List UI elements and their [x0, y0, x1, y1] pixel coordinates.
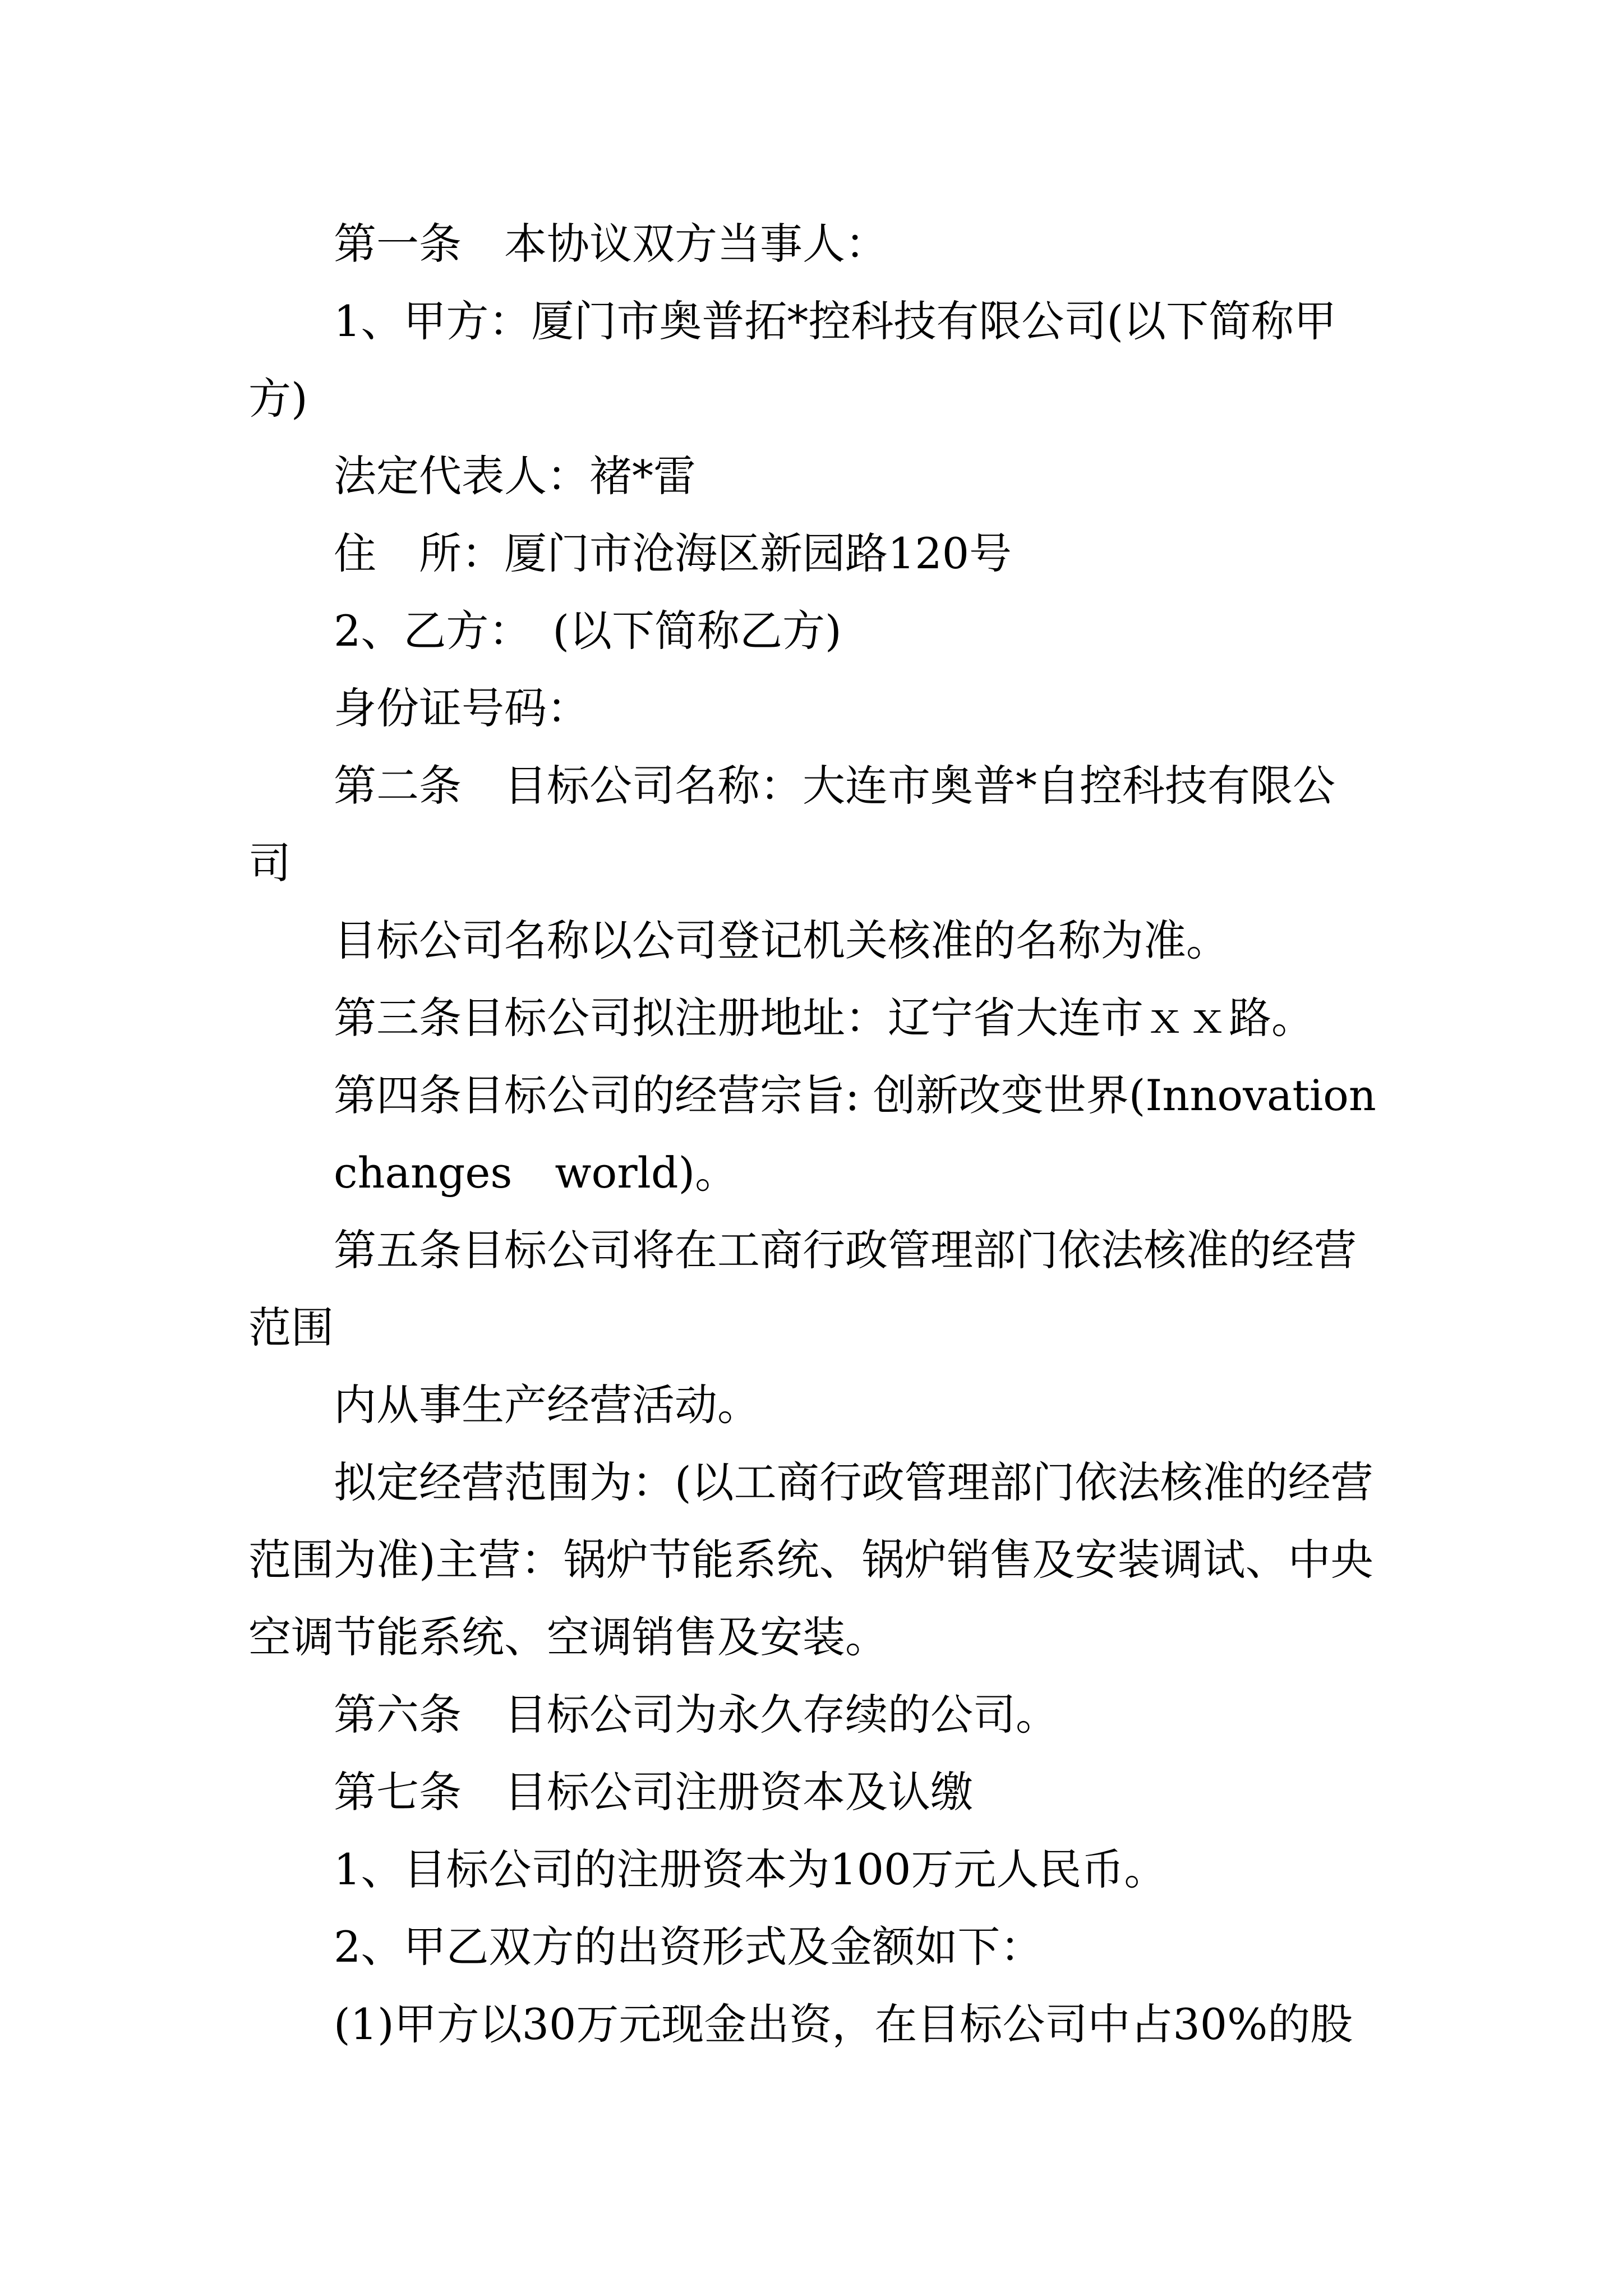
contribution-form-line: 2、甲乙双方的出资形式及金额如下：: [334, 1922, 1043, 1972]
legal-representative-line: 法定代表人：褚*雷: [334, 451, 696, 501]
party-a-line: 1、甲方：厦门市奥普拓*控科技有限公司(以下简称甲方): [248, 296, 1337, 424]
business-scope-detail: 拟定经营范围为：(以工商行政管理部门依法核准的经营范围为准)主营：锅炉节能系统、锅炉销售及安装调试、中央空调节能系统、空调销售及安装。: [248, 1457, 1373, 1662]
article-2-company-name: 第二条 目标公司名称：大连市奥普*自控科技有限公司: [248, 761, 1335, 888]
article-5-scope: 第五条目标公司将在工商行政管理部门依法核准的经营范围: [248, 1225, 1357, 1352]
article-4-purpose-continued: changes world)。: [334, 1148, 738, 1198]
company-name-note: 目标公司名称以公司登记机关核准的名称为准。: [334, 915, 1229, 965]
article-7-capital: 第七条 目标公司注册资本及认缴: [334, 1767, 973, 1817]
article-6-duration: 第六条 目标公司为永久存续的公司。: [334, 1690, 1058, 1740]
article-5-scope-continued: 内从事生产经营活动。: [334, 1380, 760, 1430]
party-b-line: 2、乙方： (以下简称乙方): [334, 606, 842, 656]
article-4-purpose: 第四条目标公司的经营宗旨: 创新改变世界(Innovation: [334, 1070, 1376, 1120]
article-1-heading: 第一条 本协议双方当事人：: [334, 219, 888, 269]
party-a-contribution-line: (1)甲方以30万元现金出资，在目标公司中占30%的股: [334, 1999, 1353, 2049]
document-body: [248, 0, 1377, 2063]
address-line: 住 所：厦门市沧海区新园路120号: [334, 528, 1012, 578]
registered-capital-line: 1、目标公司的注册资本为100万元人民币。: [334, 1844, 1167, 1894]
article-3-address: 第三条目标公司拟注册地址：辽宁省大连市ｘｘ路。: [334, 993, 1314, 1043]
id-number-line: 身份证号码：: [334, 683, 589, 733]
